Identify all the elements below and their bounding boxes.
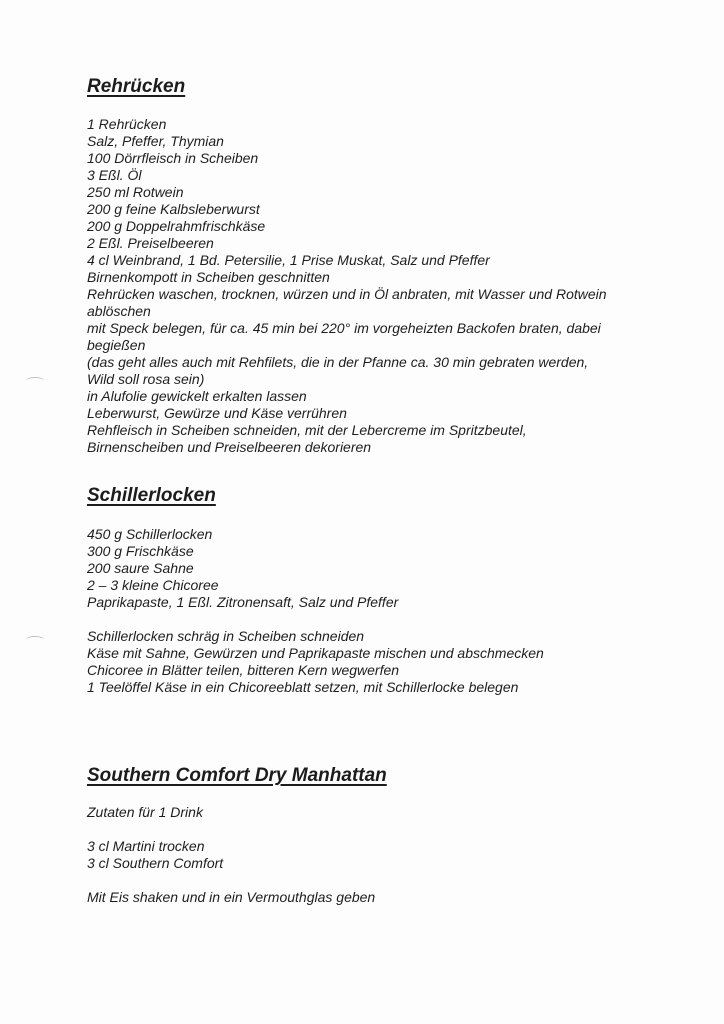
recipe-line: Birnenkompott in Scheiben geschnitten bbox=[87, 269, 330, 285]
recipe-lines bbox=[87, 804, 387, 906]
recipe-schillerlocken bbox=[87, 485, 544, 696]
recipe-line: 200 g Doppelrahmfrischkäse bbox=[87, 218, 266, 234]
recipe-line: ablöschen bbox=[87, 303, 151, 319]
recipe-line: 2 – 3 kleine Chicoree bbox=[87, 577, 219, 593]
recipe-line: 100 Dörrfleisch in Scheiben bbox=[87, 150, 259, 166]
recipe-line: 3 cl Martini trocken bbox=[87, 838, 205, 854]
recipe-title: Schillerlocken bbox=[87, 485, 216, 506]
recipe-line: (das geht alles auch mit Rehfilets, die in der Pfanne ca. 30 min gebraten werden, bbox=[87, 354, 589, 370]
recipe-line: 1 Rehrücken bbox=[87, 116, 167, 132]
recipe-line: Zutaten für 1 Drink bbox=[87, 804, 203, 820]
blank-line bbox=[87, 611, 544, 628]
recipe-line: Käse mit Sahne, Gewürzen und Paprikapaste mischen und abschmecken bbox=[87, 645, 544, 661]
recipe-southern-comfort-dry-manhattan bbox=[87, 765, 387, 906]
recipe-line: 200 saure Sahne bbox=[87, 560, 194, 576]
recipe-line: Schillerlocken schräg in Scheiben schneiden bbox=[87, 628, 365, 644]
recipe-line: 300 g Frischkäse bbox=[87, 543, 194, 559]
recipe-line: 1 Teelöffel Käse in ein Chicoreeblatt setzen, mit Schillerlocke belegen bbox=[87, 679, 519, 695]
recipe-line: begießen bbox=[87, 337, 146, 353]
recipe-rehruecken bbox=[87, 76, 607, 456]
recipe-title: Southern Comfort Dry Manhattan bbox=[87, 765, 387, 786]
recipe-line: in Alufolie gewickelt erkalten lassen bbox=[87, 388, 307, 404]
recipe-line: 4 cl Weinbrand, 1 Bd. Petersilie, 1 Prise Muskat, Salz und Pfeffer bbox=[87, 252, 490, 268]
recipe-lines bbox=[87, 116, 607, 456]
recipe-line: Wild soll rosa sein) bbox=[87, 371, 205, 387]
recipe-line: 450 g Schillerlocken bbox=[87, 526, 213, 542]
recipe-line: Mit Eis shaken und in ein Vermouthglas geben bbox=[87, 889, 376, 905]
recipe-lines bbox=[87, 526, 544, 696]
recipe-line: Salz, Pfeffer, Thymian bbox=[87, 133, 224, 149]
recipe-line: Leberwurst, Gewürze und Käse verrühren bbox=[87, 405, 347, 421]
recipe-line: 3 cl Southern Comfort bbox=[87, 855, 224, 871]
recipe-line: Rehfleisch in Scheiben schneiden, mit der Lebercreme im Spritzbeutel, bbox=[87, 422, 527, 438]
recipe-line: Paprikapaste, 1 Eßl. Zitronensaft, Salz und Pfeffer bbox=[87, 594, 399, 610]
blank-line bbox=[87, 821, 387, 838]
recipe-line: 200 g feine Kalbsleberwurst bbox=[87, 201, 260, 217]
recipe-line: 3 Eßl. Öl bbox=[87, 167, 142, 183]
recipe-line: 2 Eßl. Preiselbeeren bbox=[87, 235, 214, 251]
hole-punch-mark bbox=[26, 636, 44, 643]
recipe-line: Birnenscheiben und Preiselbeeren dekorieren bbox=[87, 439, 372, 455]
recipe-title: Rehrücken bbox=[87, 76, 186, 97]
recipe-line: Rehrücken waschen, trocknen, würzen und in Öl anbraten, mit Wasser und Rotwein bbox=[87, 286, 607, 302]
recipe-line: 250 ml Rotwein bbox=[87, 184, 184, 200]
hole-punch-mark bbox=[26, 377, 44, 384]
blank-line bbox=[87, 872, 387, 889]
recipe-line: Chicoree in Blätter teilen, bitteren Kern wegwerfen bbox=[87, 662, 400, 678]
recipe-line: mit Speck belegen, für ca. 45 min bei 220° im vorgeheizten Backofen braten, dabei bbox=[87, 320, 601, 336]
